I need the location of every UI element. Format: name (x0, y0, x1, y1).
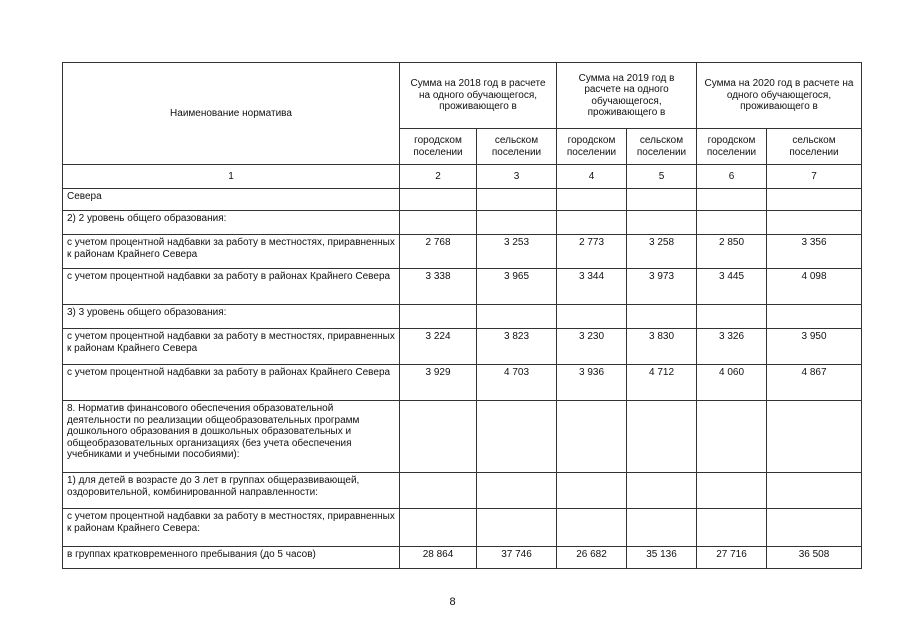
table-row (63, 329, 862, 365)
table-row (63, 189, 862, 211)
row-value (697, 509, 767, 547)
header-urban-2020: городском поселении (697, 129, 767, 165)
column-number: 5 (627, 165, 697, 189)
row-value (627, 401, 697, 473)
row-value: 3 950 (767, 329, 862, 365)
row-value: 26 682 (557, 547, 627, 569)
row-name: 1) для детей в возрасте до 3 лет в группах общеразвивающей, оздоровительной, комбинированной направленности: (63, 473, 400, 509)
row-value (627, 509, 697, 547)
row-value (767, 305, 862, 329)
header-rural-2018: сельском поселении (477, 129, 557, 165)
row-value: 3 253 (477, 235, 557, 269)
row-value: 28 864 (400, 547, 477, 569)
table-row (63, 305, 862, 329)
row-value (697, 473, 767, 509)
row-value (557, 305, 627, 329)
row-name: Севера (63, 189, 400, 211)
row-value: 27 716 (697, 547, 767, 569)
row-name: с учетом процентной надбавки за работу в местностях, приравненных к районам Крайнего Севера: (63, 509, 400, 547)
row-value: 2 768 (400, 235, 477, 269)
row-value (477, 211, 557, 235)
row-value (767, 189, 862, 211)
row-value: 3 230 (557, 329, 627, 365)
row-value: 3 929 (400, 365, 477, 401)
row-value (767, 211, 862, 235)
row-value (477, 305, 557, 329)
row-value: 4 712 (627, 365, 697, 401)
column-number: 1 (63, 165, 400, 189)
row-value: 4 060 (697, 365, 767, 401)
row-name: с учетом процентной надбавки за работу в местностях, приравненных к районам Крайнего Севера (63, 235, 400, 269)
row-value (477, 473, 557, 509)
normatives-table (62, 62, 862, 569)
row-value (400, 211, 477, 235)
row-value: 3 830 (627, 329, 697, 365)
table-row (63, 365, 862, 401)
table-row (63, 235, 862, 269)
row-value (557, 473, 627, 509)
table-row (63, 211, 862, 235)
row-value (767, 473, 862, 509)
row-value: 4 703 (477, 365, 557, 401)
row-value: 3 326 (697, 329, 767, 365)
header-urban-2019: городском поселении (557, 129, 627, 165)
row-value: 4 098 (767, 269, 862, 305)
row-value: 3 965 (477, 269, 557, 305)
row-value (767, 509, 862, 547)
column-number: 6 (697, 165, 767, 189)
row-value: 3 224 (400, 329, 477, 365)
table-row (63, 269, 862, 305)
header-year-2020: Сумма на 2020 год в расчете на одного обучающегося, проживающего в (697, 63, 862, 129)
column-number: 7 (767, 165, 862, 189)
row-value: 36 508 (767, 547, 862, 569)
row-value: 3 344 (557, 269, 627, 305)
row-name: 2) 2 уровень общего образования: (63, 211, 400, 235)
table-row (63, 547, 862, 569)
row-value (400, 509, 477, 547)
row-name: 3) 3 уровень общего образования: (63, 305, 400, 329)
row-value (400, 401, 477, 473)
row-value (627, 211, 697, 235)
table-row (63, 401, 862, 473)
row-value: 3 258 (627, 235, 697, 269)
row-value: 2 850 (697, 235, 767, 269)
table-row (63, 509, 862, 547)
column-number: 3 (477, 165, 557, 189)
row-name: с учетом процентной надбавки за работу в районах Крайнего Севера (63, 365, 400, 401)
row-value (557, 211, 627, 235)
row-value: 3 356 (767, 235, 862, 269)
row-value: 35 136 (627, 547, 697, 569)
header-name-column: Наименование норматива (63, 63, 400, 165)
row-value (400, 473, 477, 509)
row-value (627, 473, 697, 509)
row-value: 3 823 (477, 329, 557, 365)
column-number: 2 (400, 165, 477, 189)
row-value (477, 401, 557, 473)
row-name: в группах кратковременного пребывания (до 5 часов) (63, 547, 400, 569)
row-value: 37 746 (477, 547, 557, 569)
header-year-2018: Сумма на 2018 год в расчете на одного обучающегося, проживающего в (400, 63, 557, 129)
row-value (697, 401, 767, 473)
row-value: 2 773 (557, 235, 627, 269)
row-value (627, 305, 697, 329)
row-value (697, 305, 767, 329)
header-urban-2018: городском поселении (400, 129, 477, 165)
row-value: 4 867 (767, 365, 862, 401)
row-value (557, 509, 627, 547)
row-value (557, 401, 627, 473)
row-value: 3 936 (557, 365, 627, 401)
row-name: с учетом процентной надбавки за работу в местностях, приравненных к районам Крайнего Севера (63, 329, 400, 365)
row-value (400, 305, 477, 329)
header-year-2019: Сумма на 2019 год в расчете на одного обучающегося, проживающего в (557, 63, 697, 129)
row-value (400, 189, 477, 211)
row-value (557, 189, 627, 211)
row-value (477, 509, 557, 547)
row-value (697, 189, 767, 211)
row-name: с учетом процентной надбавки за работу в районах Крайнего Севера (63, 269, 400, 305)
row-value (697, 211, 767, 235)
row-value (767, 401, 862, 473)
column-number: 4 (557, 165, 627, 189)
row-value: 3 973 (627, 269, 697, 305)
row-value: 3 445 (697, 269, 767, 305)
row-value (627, 189, 697, 211)
row-value: 3 338 (400, 269, 477, 305)
row-name: 8. Норматив финансового обеспечения образовательной деятельности по реализации общеобразовательных программ дошкольного образования в дошкольных образовательных и общеобразовательных организациях (без учета обеспечения учебниками и учебными пособиями): (63, 401, 400, 473)
header-rural-2019: сельском поселении (627, 129, 697, 165)
table-row (63, 473, 862, 509)
header-rural-2020: сельском поселении (767, 129, 862, 165)
page-number: 8 (449, 596, 456, 608)
row-value (477, 189, 557, 211)
